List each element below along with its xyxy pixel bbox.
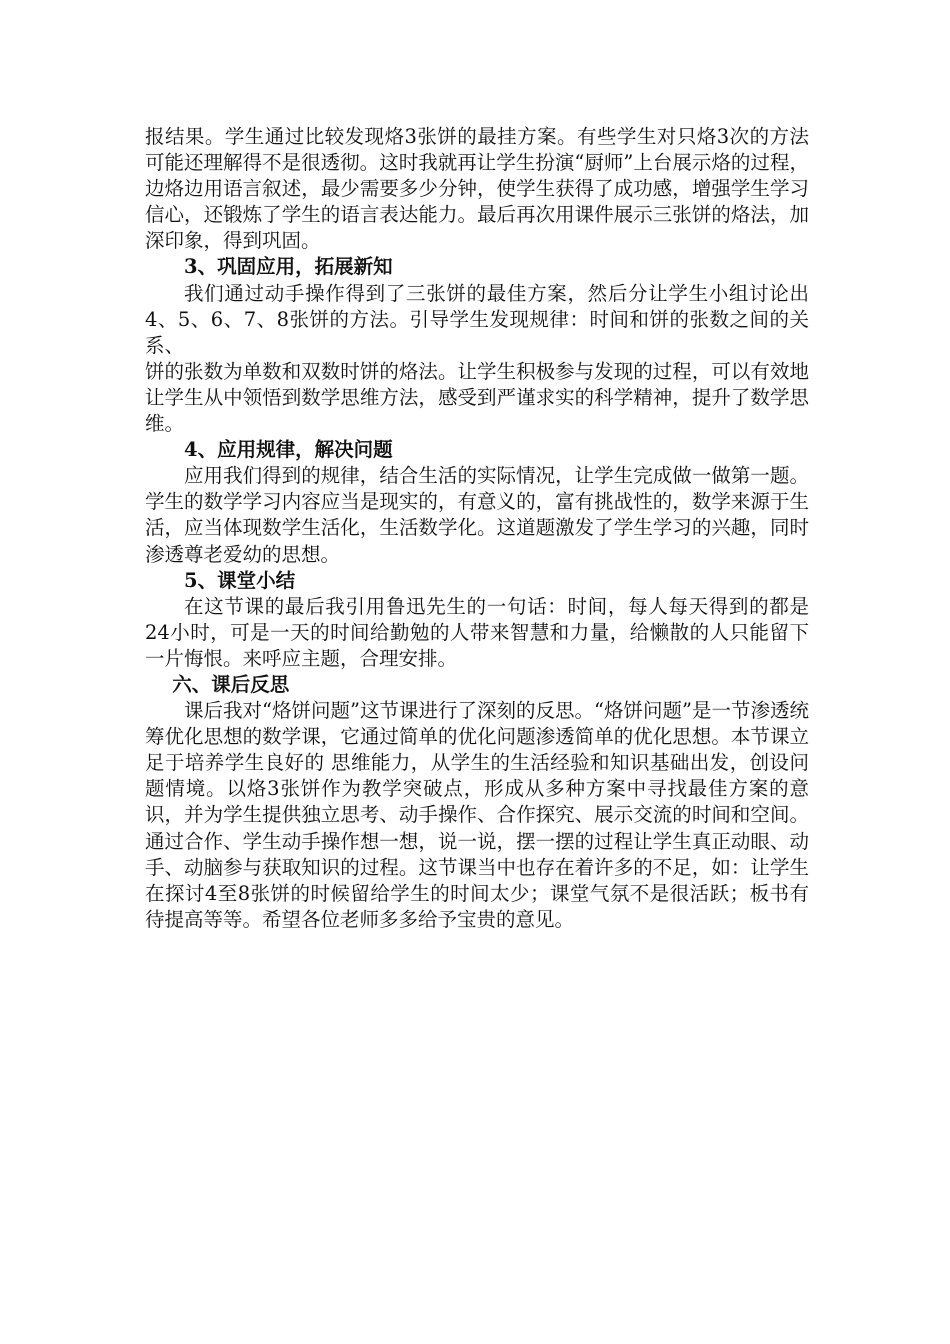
document-body <box>145 124 809 933</box>
heading-reflection: 六、课后反思 <box>172 672 290 696</box>
paragraph-consolidate: 我们通过动手操作得到了三张饼的最佳方案，然后分让学生小组讨论出4、5、6、7、8张饼的方法。引导学生发现规律：时间和饼的张数之间的关系、 <box>145 281 809 357</box>
paragraph-summary: 在这节课的最后我引用鲁迅先生的一句话：时间，每人每天得到的都是24小时，可是一天的时间给勤勉的人带来智慧和力量，给懒散的人只能留下一片悔恨。来呼应主题，合理安排。 <box>145 594 809 670</box>
paragraph-apply-rules: 应用我们得到的规律，结合生活的实际情况，让学生完成做一做第一题。学生的数学学习内容应当是现实的，有意义的，富有挑战性的，数学来源于生活，应当体现数学生活化，生活数学化。这道题激发了学生学习的兴趣，同时渗透尊老爱幼的思想。 <box>145 464 809 566</box>
paragraph-reflection: 课后我对“烙饼问题”这节课进行了深刻的反思。“烙饼问题”是一节渗透统筹优化思想的数学课，它通过简单的优化问题渗透简单的优化思想。本节课立足于培养学生良好的 思维能力，从学生的生活经验和知识基础出发，创设问题情境。以烙3张饼作为教学突破点，形成从多种方案中寻找最佳方案的意识，并为学生提供独立思考、动手操作、合作探究、展示交流的时间和空间。通过合作、学生动手操作想一想，说一说，摆一摆的过程让学生真正动眼、动手、动脑参与获取知识的过程。这节课当中也存在着许多的不足，如：让学生在探讨4至8张饼的时候留给学生的时间太少；课堂气氛不是很活跃；板书有待提高等等。希望各位老师多多给予宝贵的意见。 <box>145 699 809 931</box>
paragraph-consolidate-continued: 饼的张数为单数和双数时饼的烙法。让学生积极参与发现的过程，可以有效地让学生从中领悟到数学思维方法，感受到严谨求实的科学精神，提升了数学思维。 <box>145 359 809 436</box>
subheading-summary: 5、课堂小结 <box>184 568 296 592</box>
subheading-consolidate: 3、巩固应用，拓展新知 <box>184 255 393 279</box>
subheading-apply-rules: 4、应用规律，解决问题 <box>184 438 393 462</box>
paragraph-results-continued: 报结果。学生通过比较发现烙3张饼的最挂方案。有些学生对只烙3次的方法可能还理解得不是很透彻。这时我就再让学生扮演“厨师”上台展示烙的过程，边烙边用语言叙述，最少需要多少分钟，使学生获得了成功感，增强学生学习信心，还锻炼了学生的语言表达能力。最后再次用课件展示三张饼的烙法，加深印象，得到巩固。 <box>145 125 809 253</box>
